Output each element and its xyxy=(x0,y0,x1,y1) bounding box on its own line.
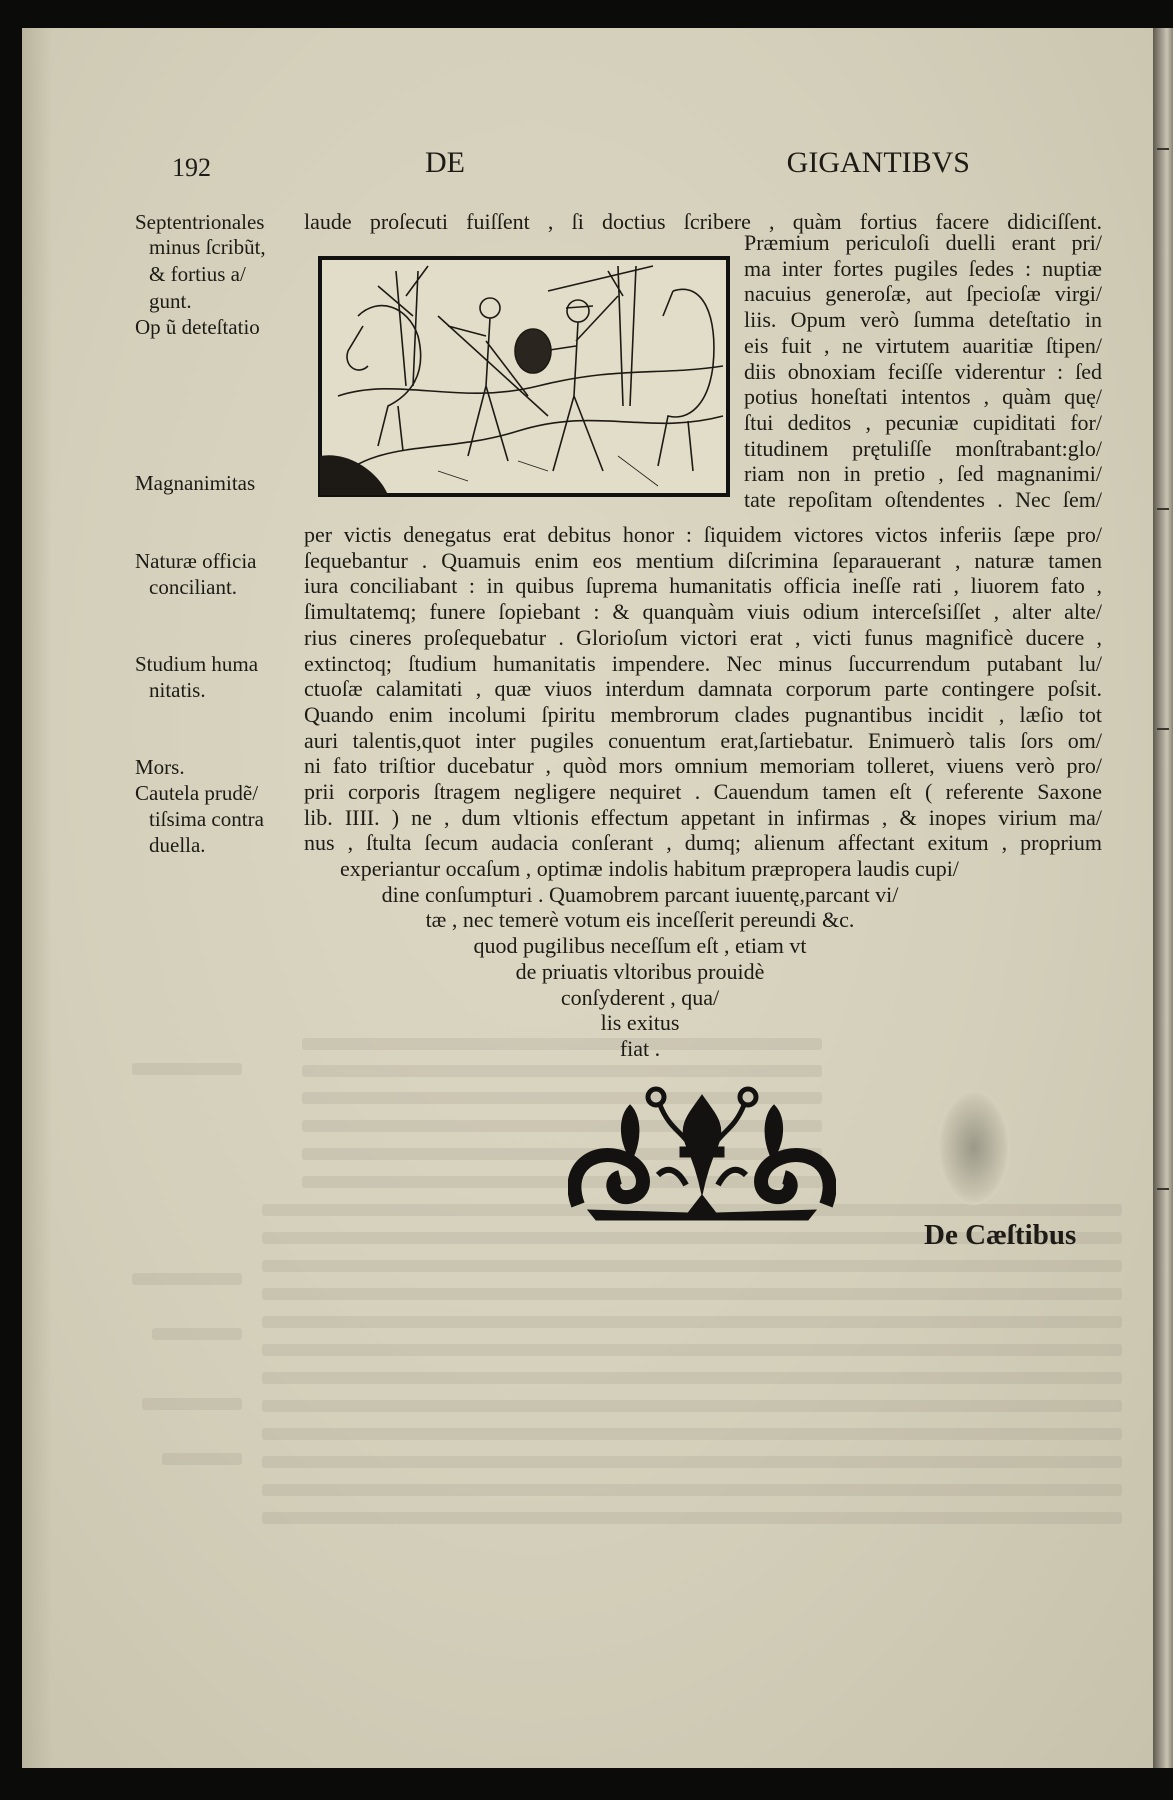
decorative-tailpiece-ornament xyxy=(568,1085,836,1223)
tailpiece-line: conſyderent , qua/ xyxy=(560,984,720,1010)
next-section-heading: De Cæſtibus xyxy=(924,1219,1077,1251)
margin-note: Mors. xyxy=(135,755,185,779)
margin-note: Magnanimitas xyxy=(135,471,256,495)
margin-note: nitatis. xyxy=(149,678,206,702)
tailpiece-line: lis exitus xyxy=(600,1010,680,1036)
body-line: ma inter fortes pugiles ſedes : nuptiæ xyxy=(744,255,1102,281)
page-number: 192 xyxy=(172,153,211,182)
body-line: ſimultatemq; funere ſopiebant : & quanquàm viuis odium interceſsiſſet , alter alte/ xyxy=(304,599,1102,625)
tailpiece-line: quod pugilibus neceſſum eſt , etiam vt xyxy=(473,933,807,959)
body-line: ctuoſæ calamitati , quæ viuos interdum damnata corporum parte contingere poſsit. xyxy=(304,676,1102,702)
body-line: tate repoſitam oſtendentes . Nec ſem/ xyxy=(744,487,1102,512)
woodcut-illustration-duel xyxy=(318,256,730,497)
body-line: diis obnoxiam feciſſe viderentur : ſed xyxy=(744,358,1102,384)
margin-note: duella. xyxy=(149,833,206,857)
body-line: iura conciliabant : in quibus ſuprema humanitatis officia ineſſe rati , liuorem fato , xyxy=(304,573,1102,599)
body-line: eis fuit , ne virtutem auaritiæ ſtipen/ xyxy=(744,332,1102,358)
margin-note: Septentrionales xyxy=(135,210,265,234)
tailpiece-line: experiantur occaſum , optimæ indolis habitum præpropera laudis cupi/ xyxy=(340,856,959,881)
tailpiece-line: tæ , nec temerè votum eis inceſſerit pereundi &c. xyxy=(425,907,855,933)
body-line: riam non in pretio , ſed magnanimi/ xyxy=(744,461,1102,487)
adjacent-page-edge xyxy=(1153,28,1173,1768)
margin-note: Studium huma xyxy=(135,652,259,676)
body-line: rius cineres proſequebatur . Glorioſum victori erat , victi funus magnificè ducere , xyxy=(304,624,1102,650)
body-line: nacuius generoſæ, aut ſpecioſæ virgi/ xyxy=(744,281,1102,307)
body-line: titudinem prętuliſſe monſtrabant:glo/ xyxy=(744,435,1102,461)
margin-note: gunt. xyxy=(149,289,192,313)
margin-note: tiſsima contra xyxy=(149,807,264,831)
margin-note: Naturæ officia xyxy=(135,549,257,573)
body-line-first: laude proſecuti fuiſſent , ſi doctius ſcribere , quàm fortius facere didiciſſent. xyxy=(304,209,1102,234)
body-line: extinctoq; ſtudium humanitatis impendere. Nec minus ſuccurrendum putabant lu/ xyxy=(304,650,1102,676)
body-line: nus , ſtulta ſecum audacia conſerant , dumq; alienum affectant exitum , proprium xyxy=(304,830,1102,856)
margin-note: Op ũ deteſtatio xyxy=(135,315,260,339)
body-line: per victis denegatus erat debitus honor : ſiquidem victores victos inferiis ſæpe pro/ xyxy=(304,522,1102,547)
body-line: liis. Opum verò ſumma deteſtatio in xyxy=(744,307,1102,333)
body-line: Præmium periculoſi duelli erant pri/ xyxy=(744,230,1102,255)
body-line: ni fato triſtior ducebatur , quòd mors omnium memoriam tolleret, viuens verò pro/ xyxy=(304,753,1102,779)
tailpiece-line: dine conſumpturi . Quamobrem parcant iuuentę,parcant vi/ xyxy=(381,881,899,907)
running-title: DE GIGANTIBVS xyxy=(425,146,970,179)
body-line: potius honeſtati intentos , quàm quę/ xyxy=(744,384,1102,410)
body-line: ſtui deditos , pecuniæ cupiditati for/ xyxy=(744,409,1102,435)
margin-note: & fortius a/ xyxy=(149,262,246,286)
margin-note: Cautela prudẽ/ xyxy=(135,781,259,805)
body-line: Quando enim incolumi ſpiritu membrorum clades pugnantibus incidit , læſio tot xyxy=(304,701,1102,727)
margin-note: minus ſcribũt, xyxy=(149,235,266,259)
body-line: lib. IIII. ) ne , dum vltionis effectum appetant in infirmas , & inopes virium ma/ xyxy=(304,804,1102,830)
tailpiece-line: de priuatis vltoribus prouidè xyxy=(515,958,765,984)
paper-stain xyxy=(938,1090,1010,1205)
body-line: auri talentis,quot inter pugiles conuentum erat,ſartiebatur. Enimuerò talis ſors om/ xyxy=(304,727,1102,753)
body-line: prii corporis ſtragem negligere nequiret . Cauendum tamen eſt ( referente Saxone xyxy=(304,779,1102,804)
margin-note: conciliant. xyxy=(149,575,238,599)
tailpiece-line: fiat . xyxy=(619,1035,661,1061)
body-line: ſequebantur . Quamuis enim eos mentium diſcrimina ſeparauerant , naturæ tamen xyxy=(304,547,1102,573)
